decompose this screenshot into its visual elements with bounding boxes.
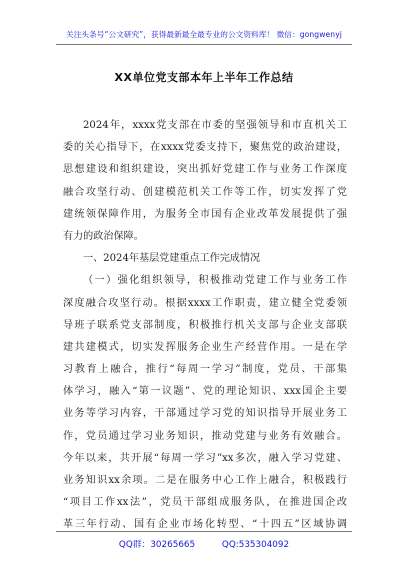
body-line: 作，党员通过学习业务知识，推动党建与业务有效融合。 [63, 430, 347, 442]
body-line: 业务等学习内容，干部通过学习党的知识指导开展业务工 [63, 408, 347, 420]
body-line: 导班子联系党支部制度，积极推行机关支部与企业支部联 [63, 319, 347, 331]
body-line: 2024年，xxxx党支部在市委的坚强领导和市直机关工 [83, 120, 347, 131]
body-line: 建统领保障作用，为服务全市国有企业改革发展提供了强 [63, 208, 347, 220]
body-line: 融合攻坚行动、创建模范机关工作等工作，切实发挥了党 [63, 186, 347, 198]
body-line: 思想建设和组织建设，突出抓好党建工作与业务工作深度 [63, 164, 347, 176]
body-line: 革三年行动、国有企业市场化转型、“十四五”区域协调 [63, 519, 347, 531]
body-line: 有力的政治保障。 [63, 230, 144, 242]
section-heading: 一、2024年基层党建重点工作完成情况 [83, 253, 261, 265]
body-line: 业务知识xx余项。二是在服务中心工作上融合，积极践行 [63, 475, 347, 486]
body-line: 今年以来，共开展“每周一学习”xx多次，融入学习党建、 [63, 452, 347, 464]
footer-divider [56, 531, 352, 532]
header-banner: 关注头条号“公文研究”，获得最新最全最专业的公文资料库！ 微信：gongwenyj [66, 30, 342, 39]
body-line: 习教育上融合，推行“每周一学习”制度，党员、干部集 [63, 364, 347, 376]
document-title: XX单位党支部本年上半年工作总结 [114, 71, 294, 84]
qq-contact-text: QQ:535304092 [221, 540, 290, 550]
footer-banner [0, 537, 408, 550]
body-line: 委的关心指导下，在xxxx党委支持下，聚焦党的政治建设， [63, 142, 347, 154]
body-line: 建共建模式，切实发挥服务企业生产经营作用。一是在学 [63, 341, 347, 353]
body-line: “项目工作xx法”，党员干部组成服务队，在推进国企改 [63, 497, 347, 509]
body-line: 深度融合攻坚行动。根据xxxx工作职责，建立健全党委领 [63, 297, 347, 309]
qq-group-text: QQ群：30265665 [118, 540, 196, 550]
header-divider [56, 44, 352, 45]
subsection-heading: （一）强化组织领导，积极推动党建工作与业务工作 [83, 275, 347, 287]
document-body [63, 115, 347, 537]
body-line: 体学习，融入“第一议题”、党的理论知识、xxx国企主要 [63, 386, 347, 398]
